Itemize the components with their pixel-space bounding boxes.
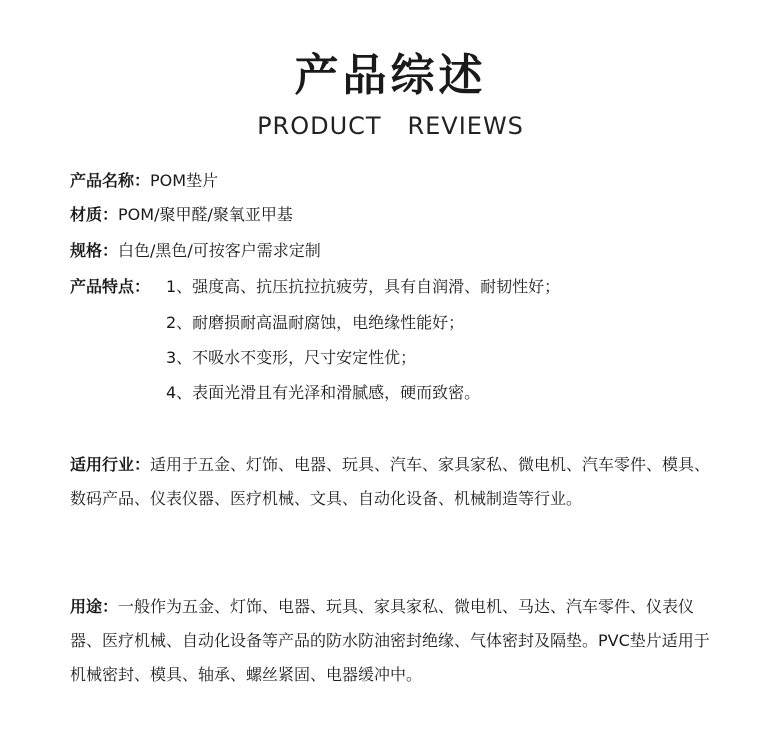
industry-paragraph — [70, 448, 718, 516]
usage-text: 一般作为五金、灯饰、电器、玩具、家具家私、微电机、马达、汽车零件、仪表仪器、医疗机械、自动化设备等产品的防水防油密封绝缘、气体密封及隔垫。PVC垫片适用于机械密封、模具、轴承、螺丝紧固、电器缓冲中。 — [70, 597, 710, 684]
spec-label-features: 产品特点： — [70, 277, 151, 296]
spec-value-material: POM/聚甲醛/聚氧亚甲基 — [118, 205, 293, 224]
spec-label-material: 材质： — [70, 205, 119, 224]
spec-label-name: 产品名称： — [70, 171, 151, 190]
spec-row-name — [70, 170, 218, 192]
spec-row-spec — [70, 240, 321, 262]
spec-value-spec: 白色/黑色/可按客户需求定制 — [118, 241, 321, 260]
usage-label: 用途： — [70, 597, 119, 616]
feature-item-3: 3、不吸水不变形，尺寸安定性优； — [166, 348, 417, 367]
page-subtitle: PRODUCT REVIEWS — [257, 112, 524, 140]
feature-item-1: 1、强度高、抗压抗拉抗疲劳，具有自润滑、耐韧性好； — [166, 277, 561, 296]
spec-row-features — [70, 276, 150, 298]
feature-item-2: 2、耐磨损耐高温耐腐蚀，电绝缘性能好； — [166, 313, 465, 332]
spec-value-name: POM垫片 — [150, 171, 219, 190]
page-title: 产品综述 — [294, 50, 487, 101]
spec-row-material — [70, 204, 293, 226]
spec-label-spec: 规格： — [70, 241, 119, 260]
industry-text: 适用于五金、灯饰、电器、玩具、汽车、家具家私、微电机、汽车零件、模具、数码产品、仪表仪器、医疗机械、文具、自动化设备、机械制造等行业。 — [70, 455, 711, 508]
usage-paragraph — [70, 590, 718, 692]
feature-item-4: 4、表面光滑且有光泽和滑腻感，硬而致密。 — [166, 383, 481, 402]
industry-label: 适用行业： — [70, 455, 151, 474]
